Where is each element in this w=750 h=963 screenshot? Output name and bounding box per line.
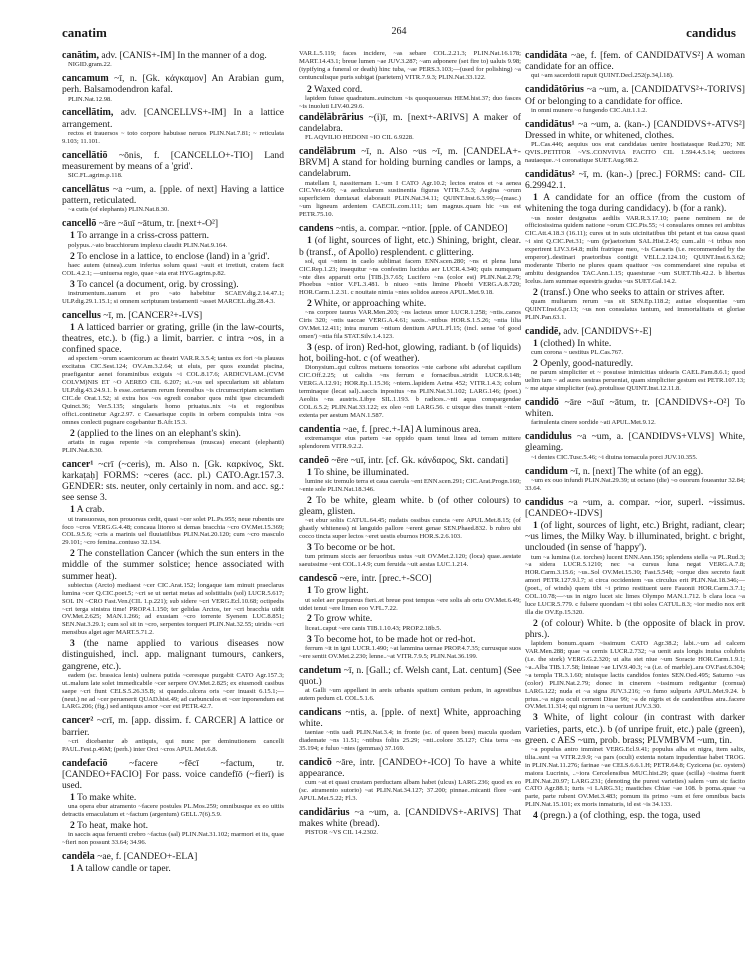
sense	[299, 467, 521, 478]
sense-text: The constellation Cancer (which the sun enters in the middle of the summer solstice; hence associated with summer heat).	[62, 548, 284, 582]
sense-text: (of light, sources of light, etc.) Bright, radiant, clear; ~us limes, the Milky Way. b illuminated, bright. c bright, unclouded (in sense of 'happy').	[525, 519, 745, 554]
headword: candidō	[525, 396, 559, 408]
sense	[299, 585, 521, 596]
sense-text: To make white.	[77, 792, 137, 804]
first-headword: canatim	[62, 25, 107, 40]
citations: una opera ebur atramento ~facere postules PL.Mos.259; omnibusque ex eo uitiis detractis emaculatum et ~factum (argentum) GELL.7(6).5.9.	[62, 803, 284, 819]
dictionary-entry	[299, 757, 521, 803]
dictionary-entry	[62, 184, 284, 214]
citations: subiectus (Arcto) mediaest ~cer CIC.Arat.152; longaque iam minuit praeclarus lumina ~cer Q.CIC.poet.5; ~cri se ut uertat metas ad solstitialis (sol) LUCR.5.617; SOL IN ~CRO Fast.Ven.(CIL 1.p.221); sub sidere ~cri VERG.Ecl.10.68; octipedis ~cri terga sinistra time! PROP.4.1.150; ter gelidas Arctos, ter ~cri bracchia uidit OV.Met.2.625; MAN.1.266; ad exustam ~cro torrente Syenem LUC.8.851; SEN.Nat.3.29.1; cum sol sit in ~cro, serpentes torqueri PLIN.Nat.32.55; uiridis ~cri mensibus alget ager MART.5.71.2.	[62, 581, 284, 637]
sense-text: To enclose in a lattice, to enclose (land) in a 'grid'.	[77, 250, 270, 262]
sense-text: A candidate for an office (from the custom of whitening the toga during candidacy). b (for a rank).	[525, 192, 746, 215]
sense	[62, 251, 284, 262]
dictionary-entry	[62, 715, 284, 753]
headword: cancellātus	[62, 183, 110, 195]
citations: ~us noster designatus aedilis VAR.R.3.17.10; paene neminem ne de officiosissima quidem natione ~orum CIC.Pis.55; ~i consulares omnes rei ambitus CIC.Att.4.18.3 (16.11); cures ut in suis uicinitatibus tibi petant et tua causa quasi ~i sint Q.CIC.Pet.31; ~um (pr)aetorium SAL.Hist.2.45; cum..alii ~i tribus non experirent LIV.3.64.8; mihi fratrique meo, ~is Caesaris (i.e. recommended by the emperor)..destinari praetoribus contigit VELL.2.124.10; QUINT.Inst.6.3.62; moderante Tiberio ne plures quam quattuor ~os commendaret sine repulsa et ambitu designandos TAC.Ann.1.15; quaesturae ~um SUET.Tib.42.2. b libertus Icelus..iam summae equestris gradus ~us SUET.Gal.14.2.	[525, 214, 745, 285]
definition: ~a ~um, a. [CANDIDVS+-ARIVS] That makes white (bread).	[299, 807, 521, 830]
sense	[525, 618, 745, 640]
headword: candidus	[525, 496, 564, 508]
headword: cancellō	[62, 218, 97, 230]
dictionary-entry	[525, 326, 745, 393]
dictionary-entry	[62, 73, 284, 103]
citations: eadem (sc. brassica lenis) uulnera putida ~ceresque purgabit CATO Agr.157.3; ut..malum late solet immedicabile ~cer serpere OV.Met.2.825; ex eiusmodi casibus saepe ~cri fiunt CELS.5.26.35.B; si quando..ulcera oris ~cer inuasit 6.15.1;—(neut.) ne ad ~cer peruenerit QUAD.hist.49; ad carbunculos et ~cer inponendum est LARG.206; (fig.) sed antiquus amor ~cer est PETR.42.7.	[62, 671, 284, 711]
sense	[299, 84, 521, 95]
sense-number: 2	[533, 617, 538, 629]
sense	[299, 542, 521, 553]
sense-text: (of light, sources of light, etc.) Shining, bright, clear. b (transf., of Apollo) resplendent. c glittering.	[299, 235, 521, 258]
sense-number: 2	[533, 357, 538, 369]
sense-text: (pregn.) a (of clothing, esp. the toga, used	[540, 810, 701, 822]
definition: ~ī, m. [CANCER²+-LVS]	[103, 309, 203, 321]
sense	[299, 634, 521, 645]
dictionary-entry	[299, 424, 521, 451]
sense-number: 2	[70, 548, 75, 560]
sense-number: 1	[70, 792, 75, 804]
sense-number: 2	[307, 298, 312, 310]
definition: ~ae, f. [fem. of CANDIDATVS²] A woman candidate for an office.	[525, 50, 745, 73]
citations: FL AQVILIO HEDONI ~IO CIL 6.9228.	[305, 134, 414, 142]
definition: adv. [CANIS+-IM] In the manner of a dog.	[101, 50, 267, 61]
definition: ~ere, intr. [prec.+-SCO]	[339, 573, 432, 585]
sense-text: To become hot, to be made hot or red-hot.	[314, 633, 476, 645]
citations: polypus..~ato bracchiorum implexu claudit PLIN.Nat.9.164.	[68, 241, 228, 249]
dictionary-entry	[299, 573, 521, 660]
entry-header	[525, 119, 745, 141]
sense-number: 1	[70, 230, 75, 242]
entry-header	[525, 169, 745, 191]
citations: sol, qui ~ntem in caelo sublimat facem ENN.scen.280; ~ns et plena luna CIC.Rep.1.23; insequitur ~ns confestim lucidus aer LUCR.4.340; quis numquam ~nte dies apparuit ortu [TIB.]3.7.65; Lucifero ~ns (color est) PLIN.Nat.2.79; Phoebus ~ntior V.FL.3.481. b niueo ~ntis limine Phoebi VERG.A.8.720; HOR.Carm.1.2.31. c nouitate nimia ~ntes solidos aureos APUL.Met.9.18.	[299, 257, 521, 297]
sense	[299, 613, 521, 624]
headword: cancellus	[62, 309, 101, 321]
entry-header	[525, 50, 745, 72]
dictionary-entry	[62, 50, 284, 69]
definition: ~āre ~āuī ~ātum, tr. [CANDIDVS+-O²] To whiten.	[525, 396, 745, 420]
page-number: 264	[391, 26, 407, 37]
sense-text: (esp. of iron) Red-hot, glowing, radiant. b (of liquids) hot, boiling-hot. c (of weather).	[299, 342, 521, 365]
citations: ~i dentes CIC.Tusc.5.46; ~i diuina tomacula porci JUV.10.355.	[531, 453, 698, 461]
definition: ~a ~um, a. [CANDIDATVS²+-TORIVS] Of or belonging to a candidate for office.	[525, 84, 745, 107]
dictionary-entry	[525, 119, 745, 165]
sense-number: 2	[70, 820, 75, 832]
sense-text: To grow light.	[314, 585, 369, 597]
sense	[525, 338, 745, 349]
sense-text: (applied to the lines on an elephant's skin).	[77, 427, 241, 439]
headword: candefaciō	[62, 757, 108, 769]
citations: tum ~a lumina (i.e. torches) lucent ENN.Ann.156; splendens stella ~a PL.Rud.3; ~a sidera LUCR.5.1210; nec ~a cursus luna negat VERG.A.7.8; HOR.Carm.3.15.6; ~us..Sol OV.Met.15.30; Fast.5.548; ~orque dies secreto fauit amori PETR.127.9.l.7; si circa occidentem ~us circulus erit PLIN.Nat.18.346;—(poet., of winds) quem tibi ~i primo restituent uere Fauonii HOR.Carm.3.7.1; COL.10.78;—~us in nigro lucet sic limes Olympo MAN.1.712. b clara loca ~a luce LUCR.5.779. c fulsere quondam ~i tibi soles CATUL.8.3; ~ior medio nox erit illa die OV.Ep.15.320.	[525, 553, 745, 616]
sense-text: White, or approaching white.	[314, 298, 427, 310]
citations: ~um ex ouo infundi PLIN.Nat.29.39; ut octano (die) ~o ouorum foueantur 32.84; 33.64.	[525, 476, 745, 492]
citations: tum primum siccis aer feruoribus ustus ~uit OV.Met.2.120; (loca) quae..aestate saeuissime ~ent COL.1.4.9; cum feruida ~uit aestas LUC.1.214.	[299, 553, 521, 569]
column-left	[62, 50, 284, 879]
sense-text: To heat, make hot.	[77, 820, 149, 832]
headword: candidāta	[525, 50, 568, 61]
sense-text: White, of light colour (in contrast with darker varieties, parts, etc.). b (of unripe fruit, etc.) pale (green), green. c AES ~um, prob. brass; PLVMBVM ~um, tin.	[525, 712, 745, 746]
entry-header	[62, 150, 284, 172]
citations: qui ~am sacerdotii rapuit QUINT.Decl.252(p.34,l.18).	[531, 72, 674, 80]
dictionary-entry	[62, 150, 284, 180]
citations: ~cri dicebantur ab antiquis, qui nunc per deminutionem cancelli PAUL.Fest.p.46M; (perh.) inter Orci ~cros APUL.Met.6.8.	[62, 737, 284, 753]
sense	[525, 810, 745, 821]
citations: PISTOR ~VS CIL 14.2302.	[305, 829, 378, 837]
headword: candidātus¹	[525, 118, 575, 130]
sense	[299, 342, 521, 364]
headword: candicans	[299, 706, 342, 718]
dictionary-entry	[525, 169, 745, 322]
citations: lapidem fuisse quadratum..euinctum ~is quoquouersus HEM.hist.37; duo fasces ~is inuoluti LIV.40.29.6.	[299, 94, 521, 110]
headword: cancamum	[62, 73, 109, 85]
definition: ~āre ~āuī ~ātum, tr. [next+-O²]	[98, 218, 219, 230]
entry-header	[299, 112, 521, 134]
dictionary-entry	[525, 84, 745, 114]
entry-header	[525, 397, 745, 419]
sense-number: 3	[70, 278, 75, 290]
sense-text: To arrange in a criss-cross pattern.	[77, 230, 210, 242]
dictionary-entry	[525, 397, 745, 427]
definition: ~facere ~fēcī ~factum, tr. [CANDEO+FACIO] For pass. voice candefīō (~fierī) is used.	[62, 757, 284, 791]
definition: ~ntis, a. [pple. of next] White, approaching white.	[299, 706, 521, 729]
definition: ~a ~um, a. (kan-.) [CANDIDVS+-ATVS²] Dressed in white, or whitened, clothes.	[525, 118, 745, 141]
citations: farinulenta cinere sordide ~ati APUL.Met.9.12.	[531, 419, 656, 427]
headword: candens	[299, 223, 334, 235]
sense-number: 3	[307, 342, 312, 354]
headword: candēla	[62, 851, 95, 863]
definition: ~a ~um, a. compar. ~ior, superl. ~issimus. [CANDEO+-IDVS]	[525, 496, 745, 519]
citations: PLIN.Nat.12.98.	[68, 95, 112, 103]
sense	[525, 520, 745, 554]
sense-text: To become or be hot.	[314, 542, 396, 554]
citations: NIGID.gram.22.	[68, 61, 112, 69]
headword: candetum	[299, 664, 342, 676]
citations: extremamque eius partem ~ae oppido quam tenui linea ad terram mittere splendorem VITR.9.2.2.	[299, 435, 521, 450]
sense	[299, 495, 521, 517]
citations: lapidem bonum..quam ~issimum CATO Agr.38.2; labi..~um ad calcem VAR.Men.288; quae ~a cernis LUCR.2.732; ~a uenit auis longis inuisa colubris (i.e. the stork) VERG.G.2.320; ut alta stet niue ~um Soracte HOR.Carm.1.9.1; ~a..Alba TIB.1.7.58; linteae ~ae LIV.9.40.3; ~a (i.e. of marble)..ara OV.Fast.6.304; ~a templa TR.3.1.60; niuisque lactis candidos fontes SEN.Oed.495; Saturno ~us (color) PLIN.Nat.2.79; donec in cinerem ~issimum redigantur (cornua) LARG.122; nuda et ~a signa JUV.3.216; ~o fumo sulpuris APUL.Met.9.24. b prius..~a nigra oculi cernent Dirae 99; ~a de nigris et de candentibus atra..facere OV.Met.11.314; qui nigrum in ~a uertunt JUV.3.30.	[525, 640, 745, 711]
sense-text: To cancel (a document, orig. by crossing).	[77, 278, 239, 290]
dictionary-entry	[299, 807, 521, 837]
sense-number: 2	[70, 250, 75, 262]
headword: candidum	[525, 465, 568, 477]
dictionary-entry	[525, 466, 745, 493]
headword: candidātus²	[525, 168, 575, 180]
sense	[62, 504, 284, 515]
sense-number: 3	[533, 712, 538, 724]
sense	[62, 230, 284, 241]
headword: cancellātim,	[62, 107, 114, 119]
definition: ~(i)ī, m. [next+-ARIVS] A maker of candelabra.	[299, 111, 521, 134]
citations: rectos et trauersos ~ toto corpore habuisse neruos PLIN.Nat.7.81; ~ reticulata 9.103; 11.101.	[62, 129, 284, 145]
sense	[525, 712, 745, 746]
sense-number: 1	[533, 192, 538, 204]
entry-header	[299, 146, 521, 180]
citations: in saccis aqua feruenti crebro ~factus (sal) PLIN.Nat.31.102; marmori et iis, quae ~fieri non possunt 33.64; 34.96.	[62, 831, 284, 847]
citations: cum corona ~ uestitus PL.Cas.767.	[531, 349, 624, 357]
sense-number: 2	[70, 427, 75, 439]
sense	[62, 548, 284, 582]
entry-header	[525, 431, 745, 453]
column-right	[525, 50, 745, 825]
sense	[62, 792, 284, 803]
citations: ~a cutis (of elephants) PLIN.Nat.8.30.	[68, 206, 169, 214]
sense-number: 2	[307, 495, 312, 507]
sense-number: 1	[307, 235, 312, 247]
headword: candēlābrum	[299, 145, 356, 157]
sense-text: A tallow candle or taper.	[76, 863, 171, 875]
sense-text: (transf.) One who seeks to attain or strives after.	[540, 286, 725, 298]
dictionary-entry	[62, 218, 284, 305]
entry-header	[299, 573, 521, 584]
headword: candidē,	[525, 325, 561, 337]
sense-text: (clothed) In white.	[540, 337, 612, 349]
citations: at Galli ~um appellant in areis urbanis spatium centum pedum, in agrestibus autem pedum cL COL.5.1.6.	[299, 686, 521, 702]
dictionary-entry	[299, 665, 521, 703]
citations: ut solet aer purpureus fieri..et breue post tempus ~ere solis ab ortu OV.Met.6.49; uidet tenui ~ere limen eoo V.FL.7.22.	[299, 596, 521, 612]
dictionary-entry	[62, 851, 284, 874]
citations: in omni munere ~o fungendo CIC.Att.1.1.2.	[531, 106, 648, 114]
sense	[299, 298, 521, 309]
definition: ~ntis, a. compar. ~ntior. [pple. of CANDEO]	[335, 223, 508, 235]
sense-text: A crab.	[76, 504, 105, 516]
citations: haec autem (uinea)..cum inferius solum quasi ~auit et irretiuit, cratem facit COL.4.2.1; —uniuersa regio, quae ~ata erat HYG.agrim.p.82.	[62, 261, 284, 277]
citations: ferrum ~it in igni LUCR.1.490; ~at lammina uernae PROP.4.7.35; currusque suos ~ere sentit OV.Met.2.230; lenne..~at VITR.7.9.5; PLIN.Nat.36.199.	[299, 644, 521, 660]
dictionary-entry	[525, 50, 745, 80]
sense-number: 2	[307, 83, 312, 95]
dictionary-entry	[62, 459, 284, 712]
citations: Dionysium..qui cultros metuens tonsorios ~nte carbone sibi adurebat capillum CIC.Off.2.25; ut calidis ~ns ferrum e fornacibus..stridit LUCR.6.148; VERG.A.12.91; HOR.Ep.1.15.36; ~ntem..lapidem Aetna 452; VITR.1.4.3; colum terminaque (lecat sal)..saccis inpositus ~ns PLIN.Nat.31.102; LARG.146; (poet.) Aeoliis ~ns austris..Libye SIL.1.193. b radices..~nti aqua conspargendae COL.6.5.2; PLIN.Nat.33.122; ex oleo ~nti LARG.56. c uixque dies transit ~ntem extenta per aestum MAN.1.587.	[299, 364, 521, 419]
entry-header	[62, 107, 284, 129]
sense-number: 2	[307, 613, 312, 625]
citations: lumine sic tremulo terra et caua caerula ~ent ENN.scen.291; CIC.Arat.Progn.160; ~ente sole PLIN.Nat.18.346.	[299, 478, 521, 494]
definition: ~ōnis, f. [CANCELLO+-TIO] Land measurement by means of a 'grid'.	[62, 149, 284, 172]
entry-header	[62, 851, 284, 862]
definition: adv. [CANDIDVS+-E]	[563, 325, 652, 337]
sense-number: 1	[70, 504, 75, 516]
headword: cancellātiō	[62, 149, 108, 161]
entry-header	[62, 758, 284, 792]
entry-header	[299, 665, 521, 687]
definition: ~ī, m. (kan-.) [prec.] FORMS: cand- CIL 6.29942.1.	[525, 168, 745, 191]
headword: cancer²	[62, 715, 94, 727]
definition: ~a ~um, a. [CANDIDVS+VLVS] White, gleaming.	[525, 431, 745, 454]
dictionary-entry	[525, 497, 745, 822]
citations: artatis in rugas repente ~is comprehensas (muscas) enecant (elephanti) PLIN.Nat.8.30.	[62, 438, 284, 454]
sense	[525, 287, 745, 298]
entry-header	[62, 184, 284, 206]
sense	[62, 322, 284, 356]
sense-number: 1	[533, 519, 538, 531]
citations: SIC.FL.agrim.p.118.	[68, 172, 123, 180]
headword: candidulus	[525, 431, 572, 443]
sense-text: (of colour) White. b (the opposite of black in prov. phrs.).	[525, 617, 745, 640]
definition: ~ī, n. [next] The white (of an egg).	[570, 465, 704, 477]
sense	[62, 638, 284, 672]
dictionary-entry	[299, 223, 521, 420]
dictionary-entry	[299, 455, 521, 569]
sense-text: Openly, good-naturedly.	[540, 357, 634, 369]
dictionary-entry	[62, 758, 284, 848]
citations: liceat..caput ~ere canis TIB.1.10.43; PROP.2.18b.5.	[305, 624, 442, 632]
sense-text: A latticed barrier or grating, grille (in the law-courts, theatres, etc.). b (fig.) a limit, barrier. c intra ~os, in a confined space.	[62, 321, 284, 356]
headword: candidārius	[299, 807, 350, 818]
definition: ~ēre ~uī, intr. [cf. Gk. κάνδαρος, Skt. candati]	[331, 454, 509, 466]
sense-number: 1	[70, 863, 75, 875]
headword: canātim,	[62, 50, 99, 61]
entry-header	[62, 715, 284, 737]
definition: ~ī, n. [Gk. κάγκαμον] An Arabian gum, perh. Balsamodendron kafal.	[62, 73, 284, 96]
definition: adv. [CANCELLVS+-IM] In a lattice arrangement.	[62, 107, 285, 130]
sense-text: To shine, be illuminated.	[314, 467, 410, 479]
citations: cum ~at et quasi crustam perductam albam habet (ulcus) LARG.236; quod ex eo (sc. atramento sutorio) ~at PLIN.Nat.34.127; 37.200; pinnae..micanti flore ~ant APUL.Met.5.22; Fl.3.	[299, 779, 521, 803]
citations: ad speciem ~orum scaenicorum ac theatri VAR.R.3.5.4; tantus ex fori ~is plausus excitatus CIC.Sest.124; OV.Am.3.2.64; ut eluis, per quos exundat piscina, praefigantur aenei foraminibus exiguis ~i COL.8.17.6; ARDICVLAM..(CVM COLVM)NIS ET ~O AEREO CIL 6.207; si..~us uel specularium sit ablatum ULP.dig.43.24.9.1. b esse..certarum rerum forensibus ~is circumscriptam scientiam CIC.de Orat.1.52; si extra hos ~os egredi conabor quos mihi ipse circumdedi Quinct.36; Ver.5.135; singularis homo priuatus..nix ~is et regionibus offici..continetur Agr.2.97. c Caesarisque copiis in orbem compulsis intra ~os omnes conlecti pugnare cogebantur B.Afr.15.3.	[62, 355, 284, 426]
definition: ~crī, m. [app. dissim. f. CARCER] A lattice or barrier.	[62, 715, 284, 738]
sense	[62, 279, 284, 290]
entry-header	[299, 807, 521, 829]
dictionary-entry	[525, 431, 745, 461]
dictionary-entry	[299, 112, 521, 142]
headword: candescō	[299, 573, 338, 585]
sense-text: To grow white.	[314, 613, 373, 625]
column-middle	[299, 50, 521, 841]
citations: ne parum simpliciter et ~ posuisse inimicitias uidearis CAEL.Fam.8.6.1; quod uelim tam ~ ad aures uestras perueniat, quam simpliciter gestum est PETR.107.13; ~ me atque simpliciter (ea)..protulisse QUINT.Inst.12.11.8.	[525, 369, 745, 392]
entry-header	[299, 707, 521, 729]
dictionary-entry	[299, 707, 521, 753]
sense-text: (the name applied to various diseases now distinguished, incl. app. malignant tumours, cankers, gangrene, etc.).	[62, 638, 285, 672]
sense-number: 1	[307, 585, 312, 597]
entry-header	[62, 310, 284, 321]
headword: candeō	[299, 454, 329, 466]
definition: ~ae, f. [CANDEO+-ELA]	[97, 851, 198, 863]
entry-header	[525, 497, 745, 519]
running-head	[62, 25, 736, 43]
definition: ~ae, f. [prec.+-IA] A luminous area.	[343, 423, 481, 435]
citations: ~et ebur soliis CATUL.64.45; nudatis ossibus cuncta ~ere APUL.Met.8.15; (of ghastly whiteness) ni languido pallore ~erent genae SEN.Phaed.832. b rubro ubi cocco tincta super lectos ~eret uestis eburnos HOR.S.2.6.103.	[299, 517, 521, 541]
sense-number: 4	[533, 810, 538, 822]
continued-citations: VAR.L.5.119; faces incidere, ~as sebare COL.2.21.3; PLIN.Nat.16.178; MART.14.43.1; breue lumen ~ae JUV.3.287; ~am adponere (set fire to) ualuis 9.98; (typifying a funeral or death) hinc tuba, ~ae PERS.3.103;—(used for polishing) ~a centunculisque puris subigat (parietem) VITR.7.9.3; PLIN.Nat.33.122.	[299, 50, 521, 81]
entry-header	[525, 84, 745, 106]
sense-number: 2	[533, 286, 538, 298]
definition: ~crī (~ceris), m. Also n. [Gk. καρκίνος, Skt. karkaṭaḥ] FORMS: ~ceres (acc. pl.) CATO.Agr.157.3. GENDER: sts. neuter, only certainly in nom. and acc. sg.: see sense 3.	[62, 458, 284, 504]
sense-number: 3	[307, 633, 312, 645]
sense-text: To be white, gleam white. b (of other colours) to gleam, glisten.	[299, 495, 521, 518]
entry-header	[299, 455, 521, 466]
citations: ~ns corpore taurus VAR.Men.203; ~ns lacteus umor LUCR.1.258; ~ntis..canos Ciris 320; ~ntis uaccae VERG.A.4.61; saxis..~ntibus HOR.S.1.5.26; ~ntia lilia OV.Met.12.411; intra murum ~ntium dentium APUL.Fl.15; (incl. sense 'of good omen') ~ntia fila STAT.Silv.1.4.123.	[299, 309, 521, 341]
definition: ~āre, intr. [CANDEO+-ICO] To have a white appearance.	[299, 756, 521, 780]
definition: ~ī, n. [Gall.; cf. Welsh cant, Lat. centum] (See quot.)	[299, 664, 521, 687]
sense-number: 3	[70, 638, 75, 650]
sense	[525, 192, 745, 214]
citations: PL.Cas.446; aequius uos erat candidatas uenire hostiatasque Rud.270; NE QVIS..PETITOR ~VS..CONVIVIA FACITO CIL 1.594.4.5.14; uectores nautaeque..~i coronatique SUET.Aug.98.2.	[525, 141, 745, 164]
entry-header	[62, 459, 284, 504]
dictionary-entry	[62, 107, 284, 145]
headword: candēlābrārius	[299, 111, 364, 123]
definition: ~ī, n. Also ~us ~ī, m. [CANDELA+-BRVM] A stand for holding burning candles or lamps, a candelabrum.	[299, 145, 521, 180]
sense-number: 1	[307, 467, 312, 479]
headword: cancer¹	[62, 458, 94, 470]
headword: candidātōrius	[525, 84, 584, 96]
entry-header	[525, 326, 745, 337]
dictionary-entry	[62, 310, 284, 455]
sense	[62, 428, 284, 439]
sense	[62, 863, 284, 874]
citations: instrumentum..uanum et pro ~ato habebitur SCAEV.dig.2.14.47.1; ULP.dig.29.1.15.1; si omnem scripturam testamenti ~asset MARCEL.dig.28.4.3.	[62, 289, 284, 305]
dictionary-entry	[299, 146, 521, 219]
last-headword: candidus	[686, 25, 736, 40]
citations: ut transuorsus, non prouorsus cedit, quasi ~cer solet PL.Ps.955; neue rubentis ure foco ~cros VERG.G.4.48; concaua litoreo si demas bracchia ~cro OV.Met.15.369; COL.9.5.6; ~cris a marinis uel fluuiatilibus PLIN.Nat.20.120; cum ~cro masculo 29.101; ~cro femina..contuso 32.134.	[62, 515, 284, 547]
citations: ~a populus antro imminet VERG.Ecl.9.41; populus alba et nigra, item salix, tilia..sunt ~a VITR.2.9.9; ~a pars (oculi) extenta notam inpudentiae habet TROG. in PLIN.Nat.11.276; farinae ~ae CELS.6.6.1.H; PETR.64.8; Cyzicena (sc. oysters) maiora Lucrinis, ..~iora Cercelensibus MUC.hist.29; quae (scilla) ~issima fuerit PLIN.Nat.20.97; LARG.231; (denoting the purest varieties) salem ~um sic facito CATO Agr.88.1; turis ~i LARG.31; mastiches Chiae ~ae 108. b poma..quae ~a parte, parte rubent OV.Met.3.483; pomum iis primo ~um et fere omnibus bacis PLIN.Nat.15.101; ex moris inmaturis, id est ~is 34.133.	[525, 745, 745, 809]
sense	[525, 358, 745, 369]
entry-header	[299, 757, 521, 779]
sense-number: 1	[70, 321, 75, 333]
headword: candicō	[299, 756, 332, 768]
entry-header	[62, 50, 284, 61]
entry-header	[62, 218, 284, 229]
citations: taeniae ~ntis uadi PLIN.Nat.3.4; in fronte (sc. of queen bees) macula quodam diademate ~ns 11.51; ~ntibus foliis 25.29; ~nti..colore 35.127; Chia terra ~ns 35.194; e fuluo ~ntes (gemmas) 37.169.	[299, 729, 521, 752]
citations: quam multarum rerum ~us sit SEN.Ep.118.2; auitae eloquentiae ~um QUINT.Inst.6.pr.13; ~us non consulatus tantum, sed immortalitatis et gloriae PLIN.Pan.63.1.	[525, 297, 745, 321]
sense-number: 1	[533, 337, 538, 349]
sense	[299, 235, 521, 257]
entry-header	[299, 424, 521, 435]
headword: candentia	[299, 423, 341, 435]
sense	[62, 820, 284, 831]
citations: matellam I, nassiternam I..~um I CATO Agr.10.2; lectos eratos et ~a aenea CIC.Ver.4.60; ~a aedicularum sustinentia figuras VITR.7.5.3; Aegina ~orum superficiem dumtaxat elaborauit PLIN.Nat.34.11; QUINT.Inst.6.3.99;—(masc.) ~um ligneum ardentem CAECIL.com.111; tam magnus..quam hic ~us est PETR.75.10.	[299, 179, 521, 219]
sense-number: 3	[307, 542, 312, 554]
definition: ~a ~um, a. [pple. of next] Having a lattice pattern, reticulated.	[62, 183, 284, 207]
entry-header	[299, 223, 521, 234]
entry-header	[525, 466, 745, 477]
entry-header	[62, 73, 284, 95]
sense-text: Waxed cord.	[314, 83, 363, 95]
